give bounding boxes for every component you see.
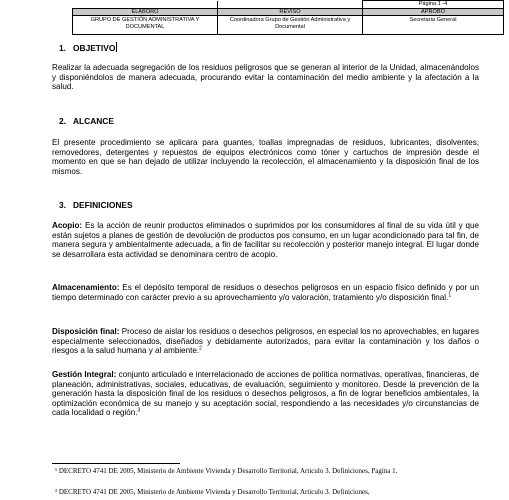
footnote-2: ² DECRETO 4741 DE 2005, Ministerio de Ambiente Vivienda y Desarrollo Territorial, Articulo 3. Definiciones, [55,488,370,496]
section-heading-definiciones: 3. DEFINICIONES [59,200,133,210]
definition-text: conjunto articulado e interrelacionado de acciones de política normativas, operativas, financieras, de planeación, administrativas, sociales, educativas, de evaluación, seguimiento y monitoreo. Desde la prevención de la generación hasta la disposición final de los residuos o desechos peligrosos, a fin de lograr beneficios ambientales, la optimización económica de su manejo y su aceptación social, respondiendo a las necesidades y/o circunstancias de cada localidad o región. [52,370,480,418]
definition-term: Disposición final: [52,327,120,336]
header-aprobo-value: Secretaria General [363,16,504,35]
footnote-ref[interactable]: 1 [448,291,452,298]
text-cursor [116,42,117,52]
header-elaboro-value: GRUPO DE GESTIÓN ADMINISTRATIVA Y DOCUMENTAL [73,16,218,35]
header-elaboro-title: ELABORO [73,8,218,16]
header-reviso-value: Coordinadora Grupo de Gestión Administrativa y Documental [218,16,363,35]
definition-text: Proceso de aislar los residuos o desechos peligrosos, en especial los no aprovechables, en lugares especialmente seleccionados, diseñados y debidamente autorizados, para evitar la contaminación y los daños o riesgos a la salud humana y al ambiente. [52,327,479,356]
footnote-ref[interactable]: 3 [137,407,141,414]
footnote-separator [52,463,180,464]
section-heading-alcance: 2. ALCANCE [59,116,114,126]
definition-disposicion-final [52,327,479,356]
header-reviso-title: REVISO [218,8,363,16]
objetivo-paragraph: Realizar la adecuada segregación de los residuos peligrosos que se generan al interior de la Unidad, almacenándolos y disponiéndolos de manera adecuada, procurando evitar la contaminación del medio ambiente y la afectación a la salud. [52,63,479,92]
definition-text: Es la acción de reunir productos eliminados o suprimidos por los consumidores al final de su vida útil y que están sujetos a planes de gestión de devolución de productos pos consumo, en un lugar acondicionado para tal fin, de manera segura y ambientalmente adecuada, a fin de facilitar su recolección y posterior manejo integral. El lugar donde se desarrollara esta actividad se denominara centro de acopio. [52,221,479,259]
footnote-ref[interactable]: 2 [199,345,202,352]
definition-text: Es el depósito temporal de residuos o desechos peligrosos en un espacio físico definido y por un tiempo determinado con carácter previo a su aprovechamiento y/o valoración, tratamiento y/o disposición final. [52,283,479,302]
header-table [72,0,504,35]
footnote-1: ¹ DECRETO 4741 DE 2005, Ministerio de Ambiente Vivienda y Desarrollo Territorial, Articulo 3. Definiciones, Pagina 1. [55,467,398,475]
definition-term: Almacenamiento: [52,283,120,292]
page-number: Página 1 -4 [363,1,504,9]
alcance-paragraph: El presente procedimiento se aplicara para guantes, toallas impregnadas de residuos, lubricantes, disolventes, removedores, detergentes y repuestos de equipos electrónicos como tóner y cartuchos de impresión desde el momento en que se han dejado de utilizar incluyendo la recolección, el almacenamiento y la disposición final de los mismos. [52,138,479,176]
definition-acopio [52,221,479,259]
header-aprobo-title: APROBO [363,8,504,16]
definition-term: Gestión Integral: [52,370,117,379]
definition-almacenamiento [52,283,479,302]
section-heading-objetivo: 1. OBJETIVO [59,43,116,53]
definition-term: Acopio: [52,221,83,230]
definition-gestion-integral [52,370,479,418]
